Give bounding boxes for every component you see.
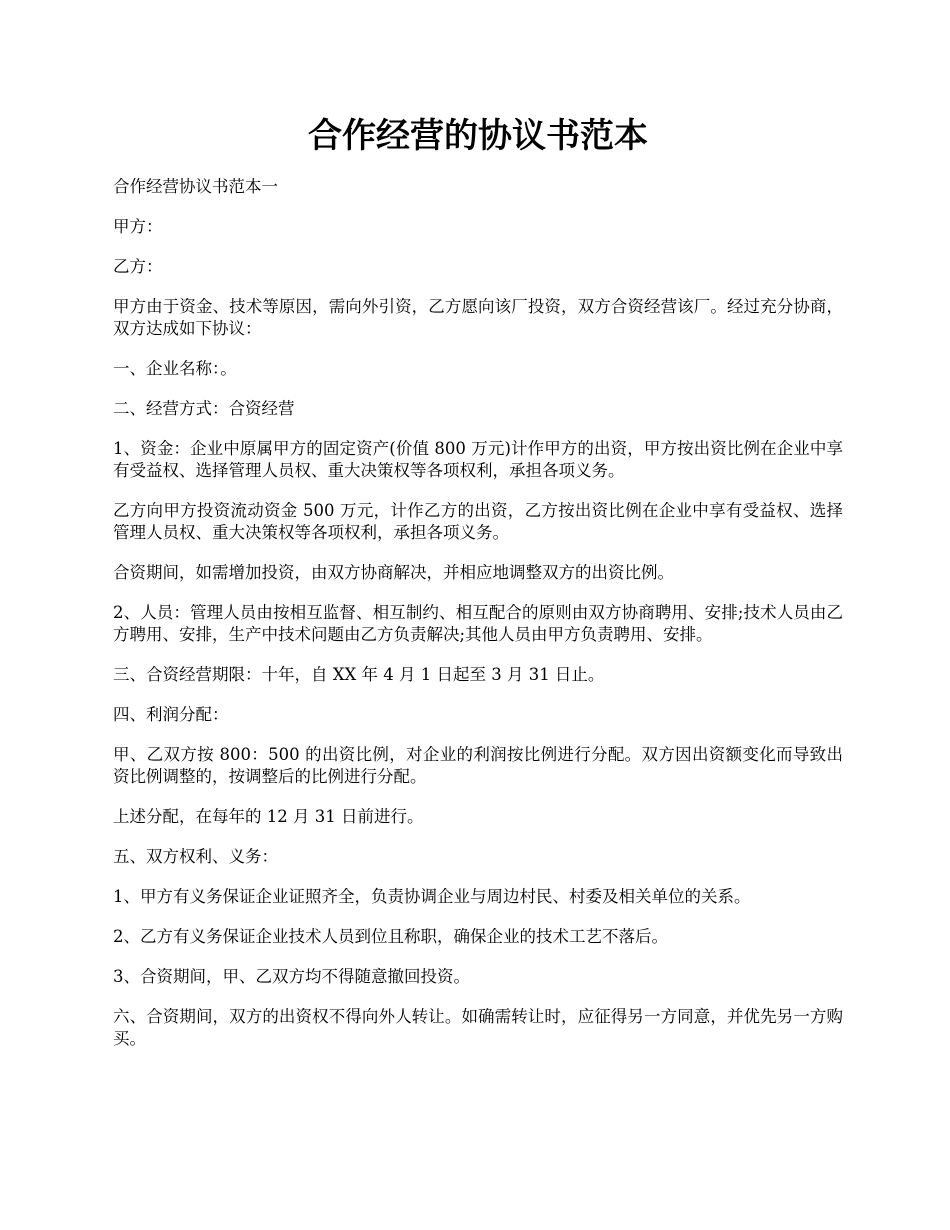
paragraph-template-heading: 合作经营协议书范本一 — [113, 177, 278, 196]
paragraph-profit-heading: 四、利润分配： — [113, 705, 229, 724]
paragraph-additional-investment: 合资期间，如需增加投资，由双方协商解决，并相应地调整双方的出资比例。 — [113, 563, 674, 582]
document-page — [113, 110, 843, 1068]
paragraph-party-b-obligation: 2、乙方有义务保证企业技术人员到位且称职，确保企业的技术工艺不落后。 — [113, 927, 668, 946]
paragraph-personnel: 2、人员：管理人员由按相互监督、相互制约、相互配合的原则由双方协商聘用、安排;技术人员由乙方聘用、安排，生产中技术问题由乙方负责解决;其他人员由甲方负责聘用、安排。 — [113, 603, 843, 644]
paragraph-term: 三、合资经营期限：十年，自 XX 年 4 月 1 日起至 3 月 31 日止。 — [113, 665, 605, 684]
paragraph-party-b-investment: 乙方向甲方投资流动资金 500 万元，计作乙方的出资，乙方按出资比例在企业中享有受益权、选择管理人员权、重大决策权等各项权利，承担各项义务。 — [113, 501, 843, 542]
paragraph-profit-ratio: 甲、乙双方按 800：500 的出资比例，对企业的利润按比例进行分配。双方因出资额变化而导致出资比例调整的，按调整后的比例进行分配。 — [113, 745, 843, 786]
paragraph-operation-mode: 二、经营方式：合资经营 — [113, 399, 295, 418]
paragraph-distribution-date: 上述分配，在每年的 12 月 31 日前进行。 — [113, 807, 424, 826]
document-title: 合作经营的协议书范本 — [308, 116, 648, 156]
paragraph-rights-heading: 五、双方权利、义务： — [113, 847, 278, 866]
paragraph-party-a-obligation: 1、甲方有义务保证企业证照齐全，负责协调企业与周边村民、村委及相关单位的关系。 — [113, 887, 751, 906]
paragraph-party-a: 甲方： — [113, 217, 163, 236]
paragraph-transfer: 六、合资期间，双方的出资权不得向外人转让。如确需转让时，应征得另一方同意，并优先另一方购买。 — [113, 1007, 843, 1048]
paragraph-no-withdrawal: 3、合资期间，甲、乙双方均不得随意撤回投资。 — [113, 967, 470, 986]
paragraph-capital: 1、资金：企业中原属甲方的固定资产(价值 800 万元)计作甲方的出资，甲方按出资比例在企业中享有受益权、选择管理人员权、重大决策权等各项权利，承担各项义务。 — [113, 439, 843, 480]
paragraph-enterprise-name: 一、企业名称：。 — [113, 359, 237, 378]
paragraph-party-b: 乙方： — [113, 257, 163, 276]
paragraph-preamble: 甲方由于资金、技术等原因，需向外引资，乙方愿向该厂投资，双方合资经营该厂。经过充分协商，双方达成如下协议： — [113, 297, 843, 338]
